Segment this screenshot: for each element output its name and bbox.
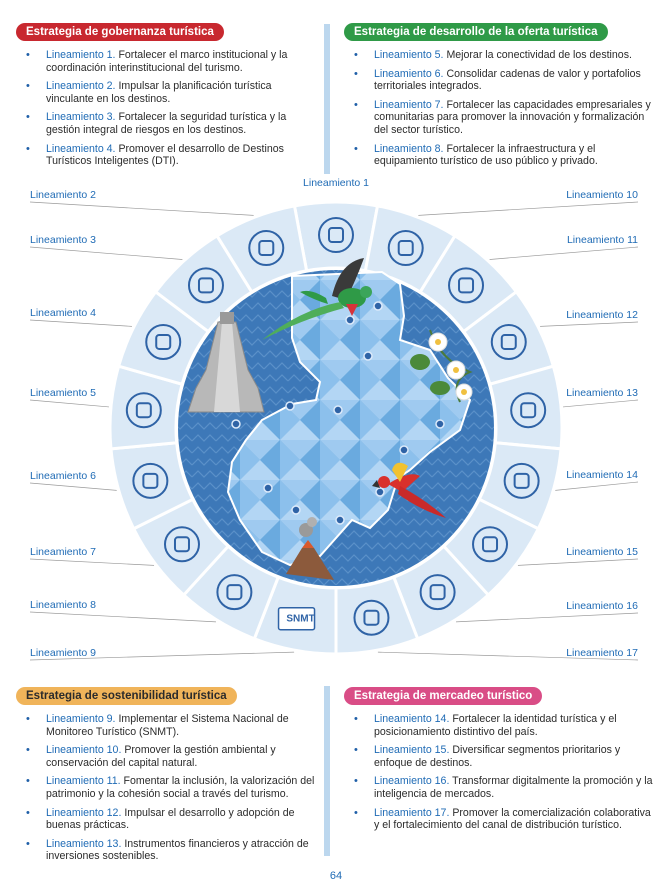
leader-line bbox=[30, 202, 254, 215]
wheel-label: Lineamiento 9 bbox=[30, 647, 96, 659]
guideline-label: Lineamiento 15. bbox=[374, 744, 450, 757]
guideline-label: Lineamiento 10. bbox=[46, 744, 122, 757]
guideline-item bbox=[16, 807, 316, 832]
guideline-text: Fortalecer las capacidades empresariales y comunitarias para promover la innovación y formalización del sector turístico. bbox=[374, 98, 651, 136]
guideline-label: Lineamiento 13. bbox=[46, 837, 122, 850]
guideline-text: Diversificar segmentos prioritarios y enfoque de destinos. bbox=[374, 744, 621, 769]
guideline-item bbox=[344, 744, 654, 769]
guideline-item bbox=[344, 775, 654, 800]
guideline-text: Instrumentos financieros y atracción de inversiones sostenibles. bbox=[46, 837, 309, 863]
wheel-label: Lineamiento 7 bbox=[30, 546, 96, 558]
guideline-label: Lineamiento 16. bbox=[374, 775, 450, 788]
wheel-label: Lineamiento 4 bbox=[30, 307, 96, 319]
guideline-text: Promover la comercialización colaborativa y el fortalecimiento del canal de distribución turístico. bbox=[374, 806, 651, 832]
leader-line bbox=[30, 483, 117, 490]
leader-line bbox=[30, 320, 132, 326]
wheel-label: Lineamiento 13 bbox=[566, 387, 638, 399]
guideline-label: Lineamiento 6. bbox=[374, 67, 444, 80]
guideline-label: Lineamiento 17. bbox=[374, 806, 450, 819]
guideline-text: Fortalecer la infraestructura y el equipamiento turístico de uso público y privado. bbox=[374, 142, 598, 168]
leader-line bbox=[540, 322, 638, 326]
guideline-label: Lineamiento 3. bbox=[46, 111, 116, 124]
page-number: 64 bbox=[329, 870, 343, 882]
wheel-label: Lineamiento 12 bbox=[566, 309, 638, 321]
guideline-text: Mejorar la conectividad de los destinos. bbox=[443, 49, 632, 61]
bottom-divider bbox=[324, 686, 330, 856]
guideline-text: Consolidar cadenas de valor y portafolios territoriales integrados. bbox=[374, 67, 641, 93]
guideline-text: Promover la gestión ambiental y conservación del capital natural. bbox=[46, 744, 276, 769]
guideline-item bbox=[16, 838, 316, 863]
guideline-label: Lineamiento 12. bbox=[46, 806, 122, 819]
guideline-item bbox=[344, 807, 654, 832]
guideline-label: Lineamiento 2. bbox=[46, 80, 116, 93]
leader-line bbox=[456, 613, 638, 622]
leader-line bbox=[30, 247, 182, 260]
guideline-label: Lineamiento 14. bbox=[374, 713, 450, 725]
guideline-text: Impulsar el desarrollo y adopción de buenas prácticas. bbox=[46, 806, 295, 832]
guideline-label: Lineamiento 5. bbox=[374, 49, 444, 61]
snmt-label: SNMT bbox=[286, 613, 315, 625]
guideline-item bbox=[344, 713, 654, 738]
strategy-governance-title: Estrategia de gobernanza turística bbox=[16, 23, 224, 41]
guideline-item bbox=[16, 775, 316, 800]
wheel-label: Lineamiento 6 bbox=[30, 470, 96, 482]
leader-line bbox=[518, 559, 638, 565]
guideline-text: Implementar el Sistema Nacional de Monitoreo Turístico (SNMT). bbox=[46, 713, 289, 738]
leader-line bbox=[418, 202, 638, 215]
leader-line bbox=[30, 612, 216, 622]
strategy-marketing-title: Estrategia de mercadeo turístico bbox=[344, 687, 542, 705]
strategy-marketing-list bbox=[344, 713, 654, 832]
guideline-label: Lineamiento 1. bbox=[46, 49, 116, 61]
wheel-label: Lineamiento 5 bbox=[30, 387, 96, 399]
guideline-text: Transformar digitalmente la promoción y la inteligencia de mercados. bbox=[374, 775, 653, 800]
strategy-sustainability-list bbox=[16, 713, 316, 863]
wheel-label: Lineamiento 10 bbox=[566, 189, 638, 201]
guideline-label: Lineamiento 11. bbox=[46, 775, 121, 788]
guideline-text: Fomentar la inclusión, la valorización del patrimonio y la cohesión social a través del turismo. bbox=[46, 775, 315, 800]
guideline-text: Promover el desarrollo de Destinos Turísticos Inteligentes (DTI). bbox=[46, 142, 284, 168]
guideline-label: Lineamiento 9. bbox=[46, 713, 116, 725]
wheel-label: Lineamiento 1 bbox=[303, 177, 369, 189]
wheel-label: Lineamiento 8 bbox=[30, 599, 96, 611]
wheel-label: Lineamiento 16 bbox=[566, 600, 638, 612]
guideline-label: Lineamiento 7. bbox=[374, 98, 444, 111]
wheel-label: Lineamiento 14 bbox=[566, 469, 638, 481]
leader-line bbox=[563, 400, 638, 407]
guideline-label: Lineamiento 8. bbox=[374, 142, 444, 155]
strategy-offer-title: Estrategia de desarrollo de la oferta turística bbox=[344, 23, 608, 41]
leader-line bbox=[30, 559, 154, 565]
strategy-sustainability-title: Estrategia de sostenibilidad turística bbox=[16, 687, 237, 705]
wheel-label: Lineamiento 11 bbox=[566, 234, 638, 246]
wheel-label: Lineamiento 17 bbox=[566, 647, 638, 659]
guideline-item bbox=[16, 713, 316, 738]
strategy-sustainability bbox=[16, 686, 316, 869]
guideline-label: Lineamiento 4. bbox=[46, 142, 116, 155]
leader-line bbox=[490, 247, 638, 260]
snmt-monitor-icon bbox=[279, 608, 315, 630]
wheel-segment bbox=[294, 202, 377, 271]
wheel-label: Lineamiento 2 bbox=[30, 189, 96, 201]
guideline-item bbox=[16, 744, 316, 769]
leader-line bbox=[555, 482, 638, 490]
guideline-text: Fortalecer la seguridad turística y la gestión integral de riesgos en los destinos. bbox=[46, 111, 287, 136]
strategy-marketing bbox=[344, 686, 654, 838]
guideline-text: Impulsar la planificación turística vinculante en los destinos. bbox=[46, 80, 272, 105]
wheel-label: Lineamiento 15 bbox=[566, 546, 638, 558]
guideline-text: Fortalecer el marco institucional y la coordinación interinstitucional del turismo. bbox=[46, 49, 288, 74]
guideline-text: Fortalecer la identidad turística y el posicionamiento distintivo del país. bbox=[374, 713, 617, 738]
wheel-label: Lineamiento 3 bbox=[30, 234, 96, 246]
leader-line bbox=[30, 400, 109, 407]
